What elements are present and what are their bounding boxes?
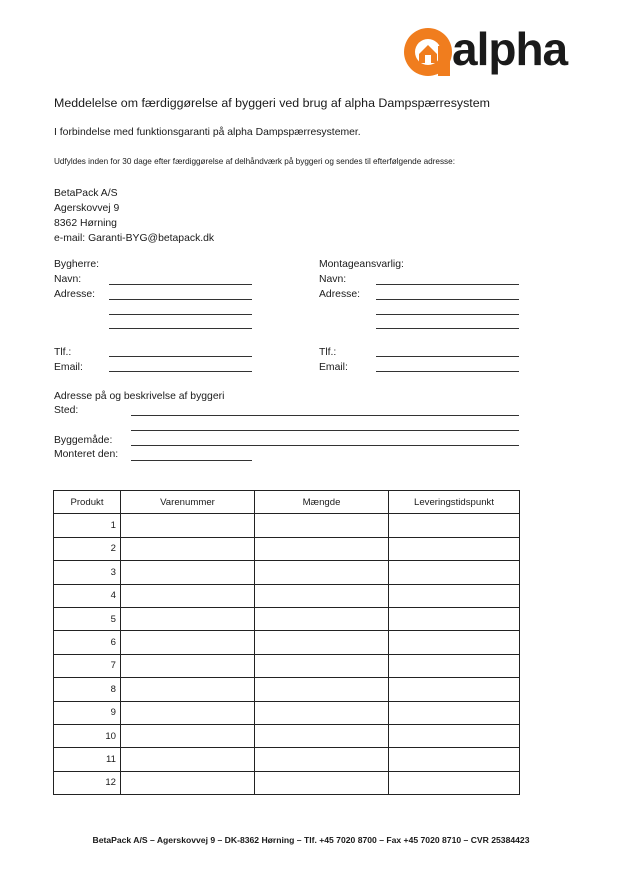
owner-address-field-3[interactable] xyxy=(109,328,252,329)
site-place-field-2[interactable] xyxy=(131,430,519,431)
table-row xyxy=(54,561,520,584)
item-number-cell[interactable] xyxy=(121,584,255,607)
row-number: 10 xyxy=(54,724,121,747)
build-method-field[interactable] xyxy=(131,445,519,446)
owner-phone-label: Tlf.: xyxy=(54,347,72,358)
row-number: 1 xyxy=(54,514,121,537)
owner-email-label: Email: xyxy=(54,362,83,373)
table-row xyxy=(54,748,520,771)
table-row xyxy=(54,514,520,537)
column-header-item-number: Varenummer xyxy=(121,491,255,514)
quantity-cell[interactable] xyxy=(255,678,389,701)
row-number: 9 xyxy=(54,701,121,724)
row-number: 2 xyxy=(54,537,121,560)
owner-address-field-2[interactable] xyxy=(109,314,252,315)
table-row xyxy=(54,724,520,747)
item-number-cell[interactable] xyxy=(121,631,255,654)
row-number: 7 xyxy=(54,654,121,677)
installer-phone-field[interactable] xyxy=(376,356,519,357)
owner-name-field[interactable] xyxy=(109,284,252,285)
delivery-time-cell[interactable] xyxy=(389,748,520,771)
table-row xyxy=(54,537,520,560)
row-number: 11 xyxy=(54,748,121,771)
row-number: 3 xyxy=(54,561,121,584)
footer: BetaPack A/S – Agerskovvej 9 – DK-8362 Hørning – Tlf. +45 7020 8700 – Fax +45 7020 8710 – CVR 25384423 xyxy=(92,835,530,845)
installer-address-field-3[interactable] xyxy=(376,328,519,329)
owner-address-field-1[interactable] xyxy=(109,299,252,300)
address-street: Agerskovvej 9 xyxy=(54,203,120,214)
installer-heading: Montageansvarlig: xyxy=(319,259,404,270)
delivery-time-cell[interactable] xyxy=(389,771,520,794)
quantity-cell[interactable] xyxy=(255,537,389,560)
product-table xyxy=(53,490,520,795)
owner-address-label: Adresse: xyxy=(54,289,96,300)
row-number: 4 xyxy=(54,584,121,607)
table-row xyxy=(54,631,520,654)
address-city: 8362 Hørning xyxy=(54,218,117,229)
delivery-time-cell[interactable] xyxy=(389,584,520,607)
item-number-cell[interactable] xyxy=(121,514,255,537)
table-row xyxy=(54,584,520,607)
delivery-time-cell[interactable] xyxy=(389,701,520,724)
delivery-time-cell[interactable] xyxy=(389,724,520,747)
owner-name-label: Navn: xyxy=(54,274,82,285)
table-row xyxy=(54,654,520,677)
address-company: BetaPack A/S xyxy=(54,188,118,199)
quantity-cell[interactable] xyxy=(255,514,389,537)
page-title: Meddelelse om færdiggørelse af byggeri ved brug af alpha Dampspærresystem xyxy=(54,96,490,110)
installer-name-field[interactable] xyxy=(376,284,519,285)
quantity-cell[interactable] xyxy=(255,631,389,654)
item-number-cell[interactable] xyxy=(121,748,255,771)
item-number-cell[interactable] xyxy=(121,537,255,560)
site-place-field-1[interactable] xyxy=(131,415,519,416)
build-method-label: Byggemåde: xyxy=(54,435,113,446)
installer-address-field-1[interactable] xyxy=(376,299,519,300)
table-row xyxy=(54,607,520,630)
quantity-cell[interactable] xyxy=(255,607,389,630)
delivery-time-cell[interactable] xyxy=(389,678,520,701)
delivery-time-cell[interactable] xyxy=(389,607,520,630)
column-header-product: Produkt xyxy=(54,491,121,514)
delivery-time-cell[interactable] xyxy=(389,561,520,584)
item-number-cell[interactable] xyxy=(121,561,255,584)
table-row xyxy=(54,701,520,724)
owner-email-field[interactable] xyxy=(109,371,252,372)
installer-address-label: Adresse: xyxy=(319,289,361,300)
row-number: 5 xyxy=(54,607,121,630)
owner-phone-field[interactable] xyxy=(109,356,252,357)
installer-name-label: Navn: xyxy=(319,274,347,285)
address-email: e-mail: Garanti-BYG@betapack.dk xyxy=(54,233,215,244)
item-number-cell[interactable] xyxy=(121,701,255,724)
delivery-time-cell[interactable] xyxy=(389,514,520,537)
mounted-date-label: Monteret den: xyxy=(54,449,119,460)
column-header-quantity: Mængde xyxy=(255,491,389,514)
row-number: 12 xyxy=(54,771,121,794)
delivery-time-cell[interactable] xyxy=(389,537,520,560)
mounted-date-field[interactable] xyxy=(131,460,252,461)
item-number-cell[interactable] xyxy=(121,654,255,677)
site-place-label: Sted: xyxy=(54,405,79,416)
column-header-delivery-time: Leveringstidspunkt xyxy=(389,491,520,514)
table-row xyxy=(54,678,520,701)
brand-wordmark: alpha xyxy=(452,23,568,75)
quantity-cell[interactable] xyxy=(255,701,389,724)
item-number-cell[interactable] xyxy=(121,771,255,794)
quantity-cell[interactable] xyxy=(255,654,389,677)
quantity-cell[interactable] xyxy=(255,771,389,794)
row-number: 8 xyxy=(54,678,121,701)
instruction-text: Udfyldes inden for 30 dage efter færdiggørelse af delhåndværk på byggeri og sendes til efterfølgende adresse: xyxy=(54,157,455,166)
item-number-cell[interactable] xyxy=(121,678,255,701)
orange-house-logo-icon xyxy=(402,26,454,78)
quantity-cell[interactable] xyxy=(255,584,389,607)
subtitle: I forbindelse med funktionsgaranti på alpha Dampspærresystemer. xyxy=(54,127,361,138)
table-row xyxy=(54,771,520,794)
quantity-cell[interactable] xyxy=(255,748,389,771)
row-number: 6 xyxy=(54,631,121,654)
installer-email-label: Email: xyxy=(319,362,348,373)
return-address xyxy=(54,186,214,246)
site-heading: Adresse på og beskrivelse af byggeri xyxy=(54,391,225,402)
item-number-cell[interactable] xyxy=(121,724,255,747)
quantity-cell[interactable] xyxy=(255,724,389,747)
quantity-cell[interactable] xyxy=(255,561,389,584)
delivery-time-cell[interactable] xyxy=(389,654,520,677)
installer-email-field[interactable] xyxy=(376,371,519,372)
delivery-time-cell[interactable] xyxy=(389,631,520,654)
installer-phone-label: Tlf.: xyxy=(319,347,337,358)
item-number-cell[interactable] xyxy=(121,607,255,630)
installer-address-field-2[interactable] xyxy=(376,314,519,315)
owner-heading: Bygherre: xyxy=(54,259,100,270)
